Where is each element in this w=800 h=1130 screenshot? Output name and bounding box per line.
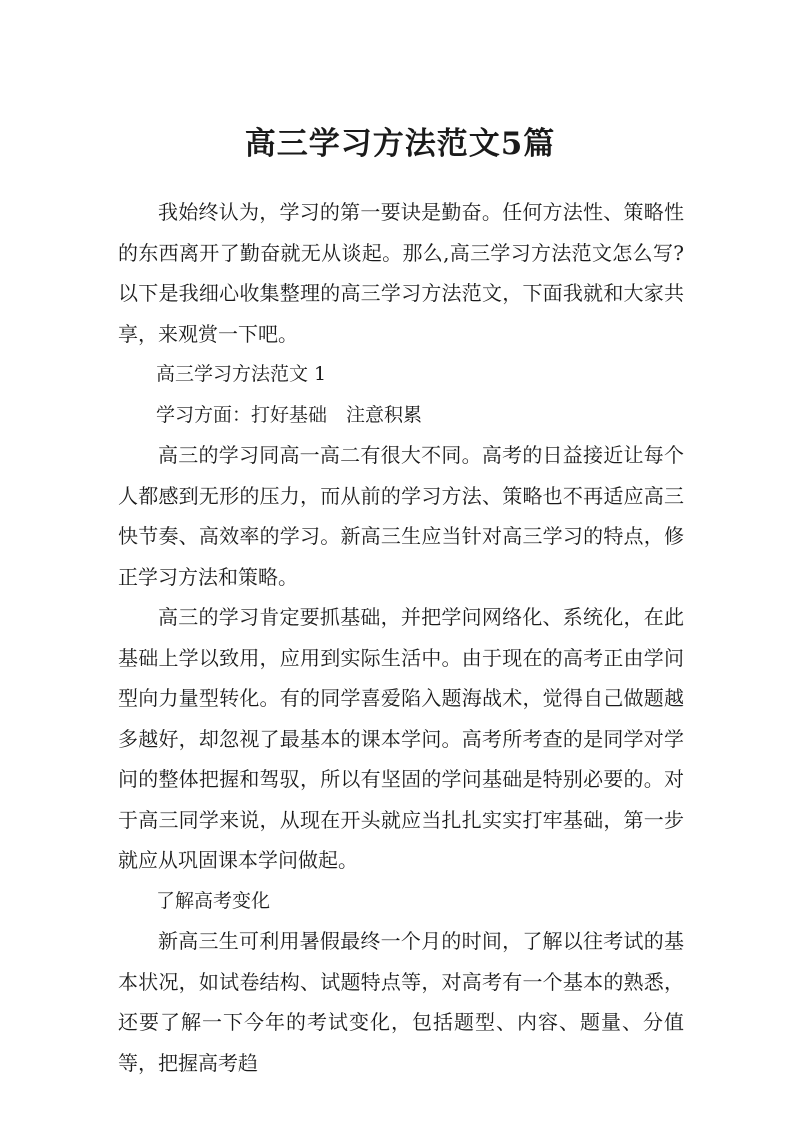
paragraph-study-difference: 高三的学习同高一高二有很大不同。高考的日益接近让每个人都感到无形的压力，而从前的学习方法、策略也不再适应高三快节奏、高效率的学习。新高三生应当针对高三学习的特点，修正学习方法和策略。 <box>118 443 684 589</box>
subsection-heading-exam-changes: 了解高考变化 <box>156 889 271 912</box>
document-title: 高三学习方法范文5篇 <box>244 126 556 162</box>
document-body <box>118 192 684 1083</box>
paragraph-exam-changes: 新高三生可利用暑假最终一个月的时间，了解以往考试的基本状况，如试卷结构、试题特点等，对高考有一个基本的熟悉，还要了解一下今年的考试变化，包括题型、内容、题量、分值等，把握高考趋 <box>118 929 684 1075</box>
subsection-heading-study: 学习方面：打好基础 注意积累 <box>156 403 423 426</box>
paragraph-intro: 我始终认为，学习的第一要诀是勤奋。任何方法性、策略性的东西离开了勤奋就无从谈起。那么,高三学习方法范文怎么写?以下是我细心收集整理的高三学习方法范文，下面我就和大家共享，来观赏一下吧。 <box>118 200 684 346</box>
section-heading-1: 高三学习方法范文 1 <box>156 363 327 385</box>
paragraph-foundation: 高三的学习肯定要抓基础，并把学问网络化、系统化，在此基础上学以致用，应用到实际生活中。由于现在的高考正由学问型向力量型转化。有的同学喜爱陷入题海战术，觉得自己做题越多越好，却忽视了最基本的课本学问。高考所考查的是同学对学问的整体把握和驾驭，所以有坚固的学问基础是特别必要的。对于高三同学来说，从现在开头就应当扎扎实实打牢基础，第一步就应从巩固课本学问做起。 <box>118 605 684 872</box>
